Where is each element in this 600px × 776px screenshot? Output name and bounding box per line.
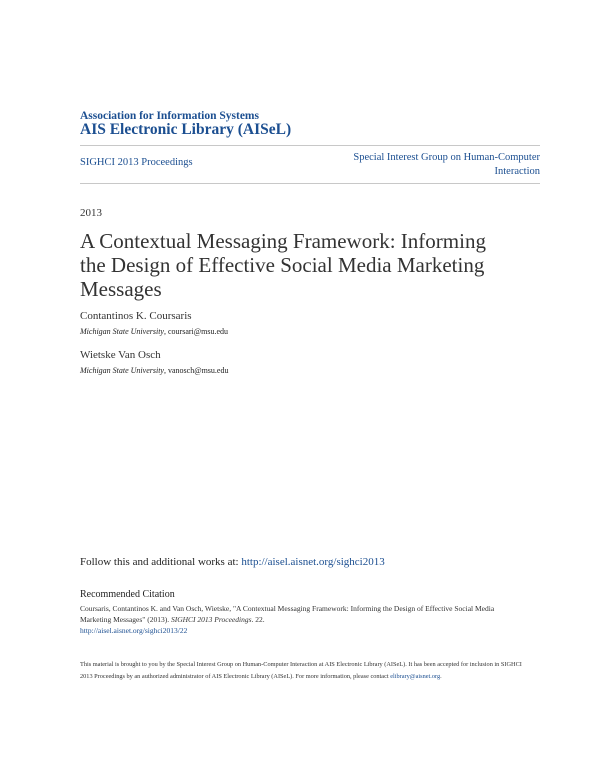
- interest-group-line2[interactable]: Interaction: [494, 166, 540, 177]
- citation-text: Coursaris, Contantinos K. and Van Osch, Wietske, "A Contextual Messaging Framework: Informing the Design of Effective Social Media Marketing Messages" (2013).: [80, 604, 495, 624]
- author-name-1: Contantinos K. Coursaris: [80, 310, 192, 322]
- access-notice: [80, 659, 525, 683]
- affiliation-sep-2: ,: [163, 366, 168, 375]
- citation-url-link[interactable]: http://aisel.aisnet.org/sighci2013/22: [80, 626, 188, 635]
- citation-proceedings: SIGHCI 2013 Proceedings: [170, 615, 252, 624]
- org-link[interactable]: Association for Information Systems: [80, 110, 259, 122]
- bottom-divider: [80, 183, 540, 184]
- affiliation-university-1: Michigan State University: [80, 327, 164, 336]
- library-link[interactable]: AIS Electronic Library (AISeL): [80, 121, 292, 138]
- paper-title: A Contextual Messaging Framework: Informing the Design of Effective Social Media Marketing Messages: [80, 229, 486, 301]
- author-email-2: vanosch@msu.edu: [167, 366, 229, 375]
- affiliation-sep-1: ,: [163, 327, 168, 336]
- top-divider: [80, 145, 540, 146]
- author-affiliation-2: [80, 366, 228, 375]
- author-name-2: Wietske Van Osch: [80, 349, 161, 361]
- proceedings-link[interactable]: SIGHCI 2013 Proceedings: [80, 157, 193, 168]
- affiliation-university-2: Michigan State University: [80, 366, 164, 375]
- follow-text: Follow this and additional works at:: [80, 556, 242, 568]
- notice-text: This material is brought to you by the Special Interest Group on Human-Computer Interaction at AIS Electronic Library (AISeL). It has been accepted for inclusion in SIGHCI 2013 Proceedings by an authorized administrator of AIS Electronic Library (AISeL). For more information, please contact: [80, 661, 522, 680]
- author-email-1: coursari@msu.edu: [167, 327, 229, 336]
- follow-line: [80, 556, 385, 568]
- citation-body: [80, 603, 520, 636]
- citation-number: . 22.: [251, 615, 265, 624]
- paper-year: 2013: [80, 207, 102, 219]
- follow-url-link[interactable]: http://aisel.aisnet.org/sighci2013: [241, 556, 385, 568]
- interest-group-link[interactable]: [315, 151, 540, 179]
- interest-group-line1[interactable]: Special Interest Group on Human-Computer: [353, 152, 540, 163]
- notice-end: .: [440, 673, 442, 680]
- author-affiliation-1: [80, 327, 228, 336]
- citation-heading: Recommended Citation: [80, 589, 175, 600]
- contact-email-link[interactable]: elibrary@aisnet.org: [390, 673, 441, 680]
